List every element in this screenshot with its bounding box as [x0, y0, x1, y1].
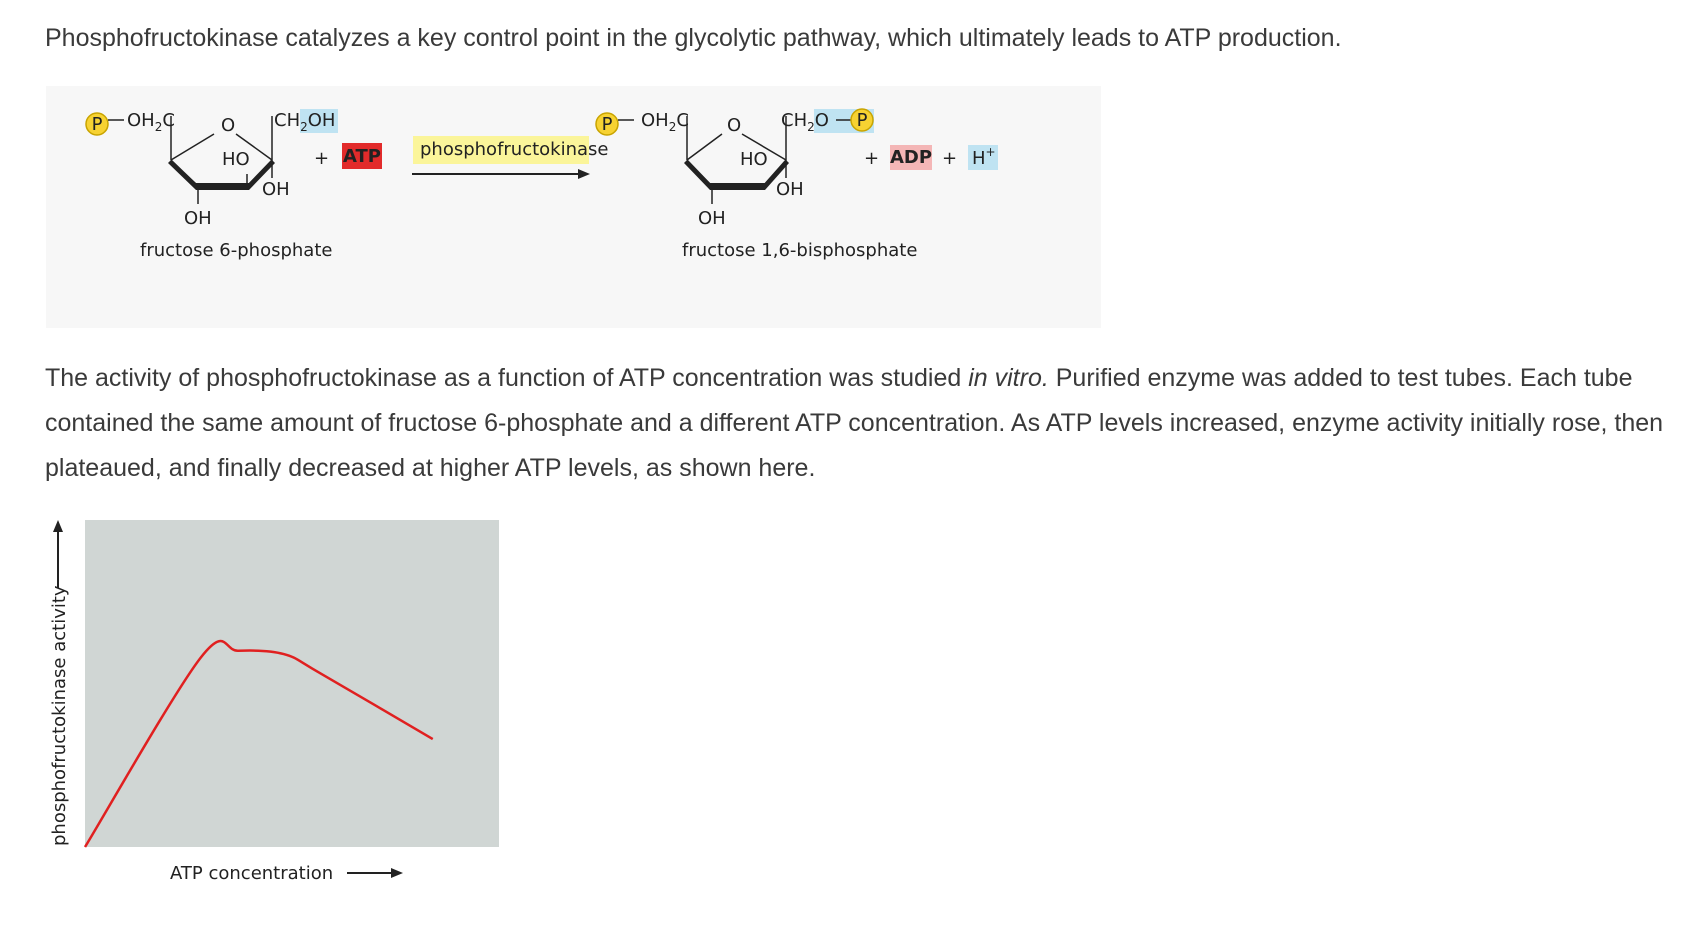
x-axis-label: ATP concentration — [170, 863, 334, 884]
phosphate-label: P — [601, 114, 613, 135]
reaction-figure — [46, 86, 1101, 328]
x-arrow-head-icon — [391, 868, 403, 878]
study-text-start: The activity of phosphofructokinase as a function of ATP concentration was studied — [45, 364, 969, 392]
reactant-oh-bottom: OH — [184, 208, 212, 229]
study-paragraph — [45, 356, 1670, 491]
reactant-oh-right: OH — [262, 179, 290, 200]
proton-label: H+ — [972, 145, 996, 169]
reactant-name: fructose 6-phosphate — [140, 240, 333, 261]
reactant-molecule — [86, 109, 338, 261]
plus-sign: + — [942, 148, 958, 169]
reactant-ho: HO — [222, 149, 250, 170]
study-text-italic: in vitro. — [968, 364, 1049, 392]
product-ring-oxygen: O — [727, 115, 742, 136]
product-oh-right: OH — [776, 179, 804, 200]
y-axis-label: phosphofructokinase activity — [49, 585, 70, 846]
plus-sign: + — [314, 148, 330, 169]
plot-area — [85, 520, 499, 847]
product-oh-bottom: OH — [698, 208, 726, 229]
atp-label: ATP — [342, 146, 382, 167]
study-text-end: Purified enzyme was added to test tubes. Each tube contained the same amount of fructose 6-phosphate and a different ATP concentration. As ATP levels increased, enzyme activity initially rose, then plateaued, and finally decreased at higher ATP levels, as shown here. — [45, 364, 1664, 482]
product-name: fructose 1,6-bisphosphate — [682, 240, 918, 261]
arrow-head-icon — [578, 169, 590, 179]
intro-paragraph: Phosphofructokinase catalyzes a key control point in the glycolytic pathway, which ultimately leads to ATP production. — [45, 24, 1342, 52]
reactant-oh2c: $OH_2C$ — [127, 110, 175, 134]
phosphate-label: P — [91, 114, 103, 135]
activity-chart — [0, 500, 520, 900]
product-ho: HO — [740, 149, 768, 170]
adp-label: ADP — [889, 147, 933, 168]
y-arrow-head-icon — [53, 520, 63, 532]
product-molecule — [596, 109, 917, 261]
product-oh2c: $OH_2C$ — [641, 110, 689, 134]
plus-sign: + — [864, 148, 880, 169]
phosphate-label: P — [856, 110, 868, 131]
reactant-ring-oxygen: O — [221, 115, 236, 136]
reactant-ch2oh: $CH_2OH$ — [274, 110, 336, 134]
product-ch2o: $CH_2O$ — [781, 110, 829, 134]
enzyme-label: phosphofructokinase — [420, 139, 609, 160]
